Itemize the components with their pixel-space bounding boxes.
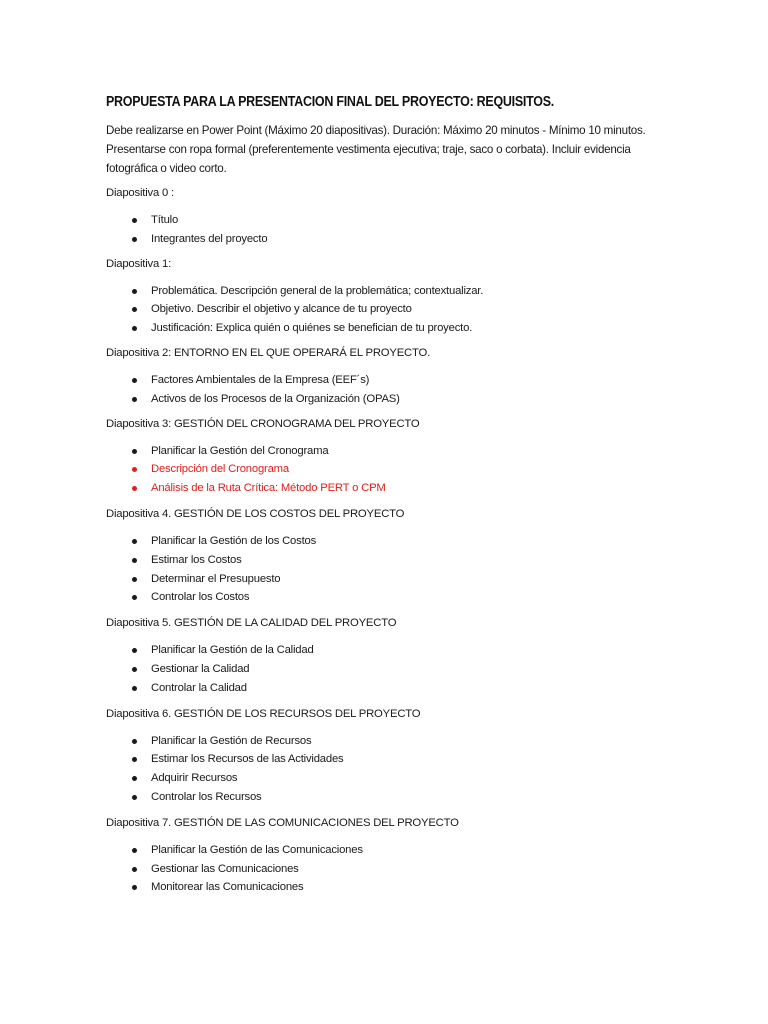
bullet-list — [106, 371, 646, 409]
intro-paragraph: Debe realizarse en Power Point (Máximo 20 diapositivas). Duración: Máximo 20 minutos - Mínimo 10 minutos. Presentarse con ropa formal (preferentemente vestimenta ejecutiva; traje, saco o corbata). Incluir evidencia fotográfica o video corto. — [106, 124, 646, 175]
document-title: PROPUESTA PARA LA PRESENTACION FINAL DEL PROYECTO: REQUISITOS. — [106, 94, 554, 110]
bullet-list — [106, 282, 646, 338]
bullet-item: Adquirir Recursos — [106, 769, 646, 788]
bullet-item: Planificar la Gestión de la Calidad — [106, 641, 646, 660]
bullet-item-highlighted: Análisis de la Ruta Crítica: Método PERT o CPM — [106, 479, 646, 498]
bullet-list — [106, 211, 646, 249]
bullet-item: Controlar los Costos — [106, 588, 646, 607]
section-heading: Diapositiva 1: — [106, 257, 172, 270]
bullet-item: Objetivo. Describir el objetivo y alcance de tu proyecto — [106, 300, 646, 319]
bullet-item: Planificar la Gestión de Recursos — [106, 732, 646, 751]
bullet-item: Gestionar las Comunicaciones — [106, 860, 646, 879]
bullet-list — [106, 841, 646, 897]
slide-section — [106, 416, 646, 498]
bullet-item: Controlar los Recursos — [106, 788, 646, 807]
bullet-item: Factores Ambientales de la Empresa (EEF´s) — [106, 371, 646, 390]
slide-section — [106, 506, 646, 607]
section-heading: Diapositiva 5. GESTIÓN DE LA CALIDAD DEL PROYECTO — [106, 617, 397, 630]
slide-section — [106, 615, 646, 697]
bullet-item: Justificación: Explica quién o quiénes se benefician de tu proyecto. — [106, 319, 646, 338]
bullet-item: Planificar la Gestión de los Costos — [106, 532, 646, 551]
section-heading: Diapositiva 0 : — [106, 187, 174, 199]
bullet-item: Gestionar la Calidad — [106, 660, 646, 679]
bullet-item: Integrantes del proyecto — [106, 230, 646, 249]
bullet-item: Planificar la Gestión del Cronograma — [106, 442, 646, 461]
bullet-item: Monitorear las Comunicaciones — [106, 878, 646, 897]
bullet-item: Planificar la Gestión de las Comunicaciones — [106, 841, 646, 860]
bullet-list — [106, 532, 646, 607]
bullet-item: Determinar el Presupuesto — [106, 570, 646, 589]
document-page — [106, 90, 646, 897]
section-heading: Diapositiva 3: GESTIÓN DEL CRONOGRAMA DEL PROYECTO — [106, 417, 420, 430]
bullet-item: Estimar los Costos — [106, 551, 646, 570]
bullet-item: Título — [106, 211, 646, 230]
slide-section — [106, 256, 646, 338]
bullet-item: Controlar la Calidad — [106, 679, 646, 698]
section-heading: Diapositiva 7. GESTIÓN DE LAS COMUNICACIONES DEL PROYECTO — [106, 816, 459, 829]
bullet-list — [106, 732, 646, 807]
slide-section — [106, 185, 646, 249]
bullet-item: Estimar los Recursos de las Actividades — [106, 750, 646, 769]
section-heading: Diapositiva 2: ENTORNO EN EL QUE OPERARÁ EL PROYECTO. — [106, 346, 431, 359]
bullet-item: Problemática. Descripción general de la problemática; contextualizar. — [106, 282, 646, 301]
sections-container — [106, 185, 646, 897]
section-heading: Diapositiva 4. GESTIÓN DE LOS COSTOS DEL PROYECTO — [106, 507, 405, 520]
bullet-item: Activos de los Procesos de la Organización (OPAS) — [106, 390, 646, 409]
slide-section — [106, 815, 646, 897]
bullet-item-highlighted: Descripción del Cronograma — [106, 460, 646, 479]
slide-section — [106, 345, 646, 409]
section-heading: Diapositiva 6. GESTIÓN DE LOS RECURSOS DEL PROYECTO — [106, 707, 421, 720]
slide-section — [106, 706, 646, 807]
bullet-list — [106, 641, 646, 697]
bullet-list — [106, 442, 646, 498]
